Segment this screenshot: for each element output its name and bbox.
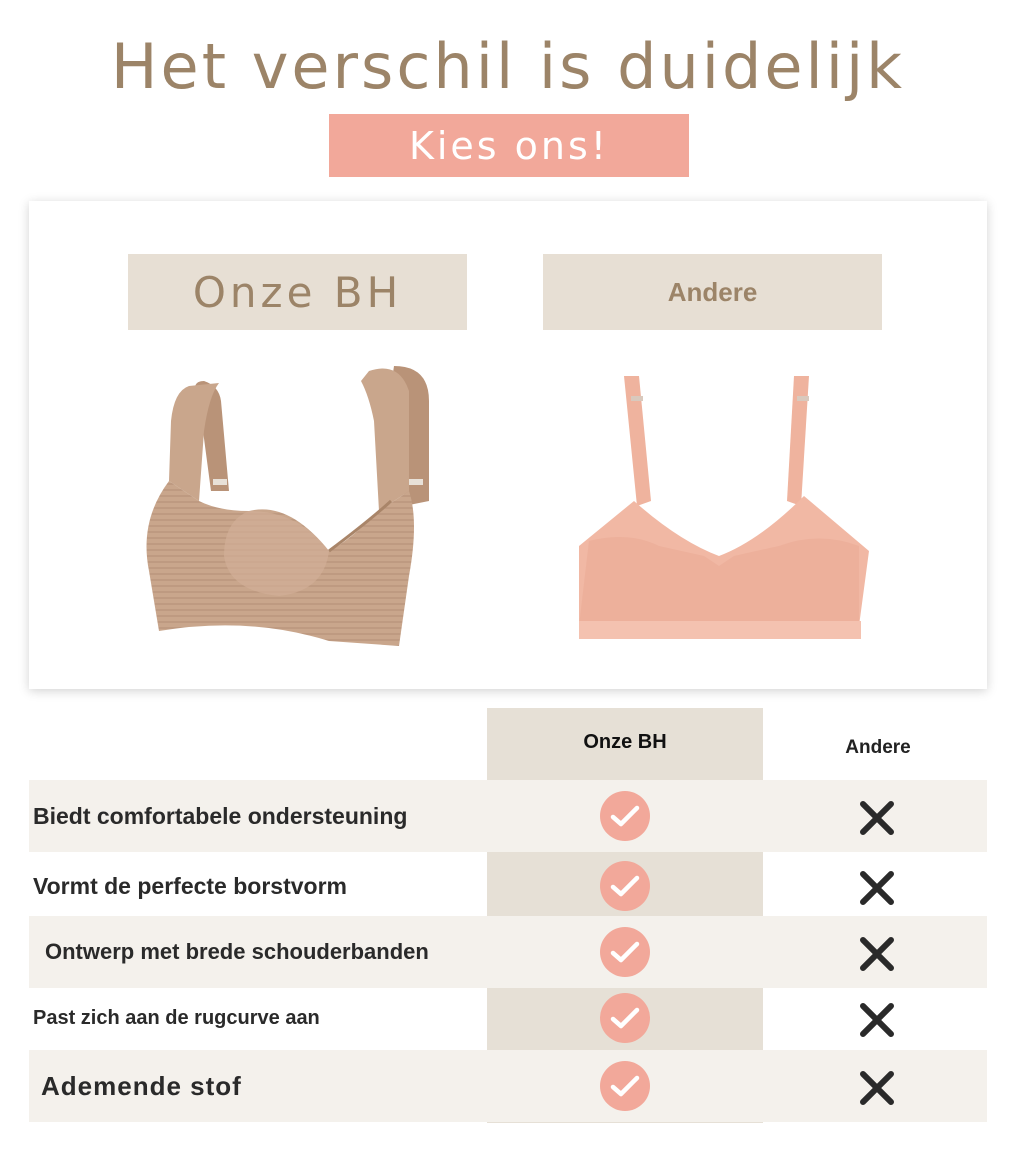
row-label: Ontwerp met brede schouderbanden <box>45 939 429 964</box>
page-title: Het verschil is duidelijk <box>110 30 906 103</box>
cross-icon <box>857 934 897 974</box>
product-comparison-card <box>29 201 987 689</box>
check-circle-icon <box>600 927 650 977</box>
table-row <box>29 780 987 852</box>
table-row <box>29 850 987 922</box>
column-header-ours: Onze BH <box>583 731 667 753</box>
table-row <box>29 916 987 988</box>
row-label: Biedt comfortabele ondersteuning <box>33 802 408 829</box>
cross-icon <box>857 868 897 908</box>
column-header-others: Andere <box>845 737 911 758</box>
row-label: Vormt de perfecte borstvorm <box>33 872 347 899</box>
our-bra-image <box>129 361 459 651</box>
check-circle-icon <box>600 791 650 841</box>
cross-icon <box>857 1068 897 1108</box>
other-product-label: Andere <box>543 254 882 330</box>
row-label: Past zich aan de rugcurve aan <box>33 1006 320 1029</box>
cross-icon <box>857 798 897 838</box>
row-label: Ademende stof <box>41 1070 242 1101</box>
other-bra-image <box>539 366 889 651</box>
table-row <box>29 1050 987 1122</box>
our-product-label: Onze BH <box>128 254 467 330</box>
table-row <box>29 982 987 1054</box>
choose-us-banner[interactable]: Kies ons! <box>329 114 689 177</box>
check-circle-icon <box>600 993 650 1043</box>
check-circle-icon <box>600 861 650 911</box>
check-circle-icon <box>600 1061 650 1111</box>
cross-icon <box>857 1000 897 1040</box>
